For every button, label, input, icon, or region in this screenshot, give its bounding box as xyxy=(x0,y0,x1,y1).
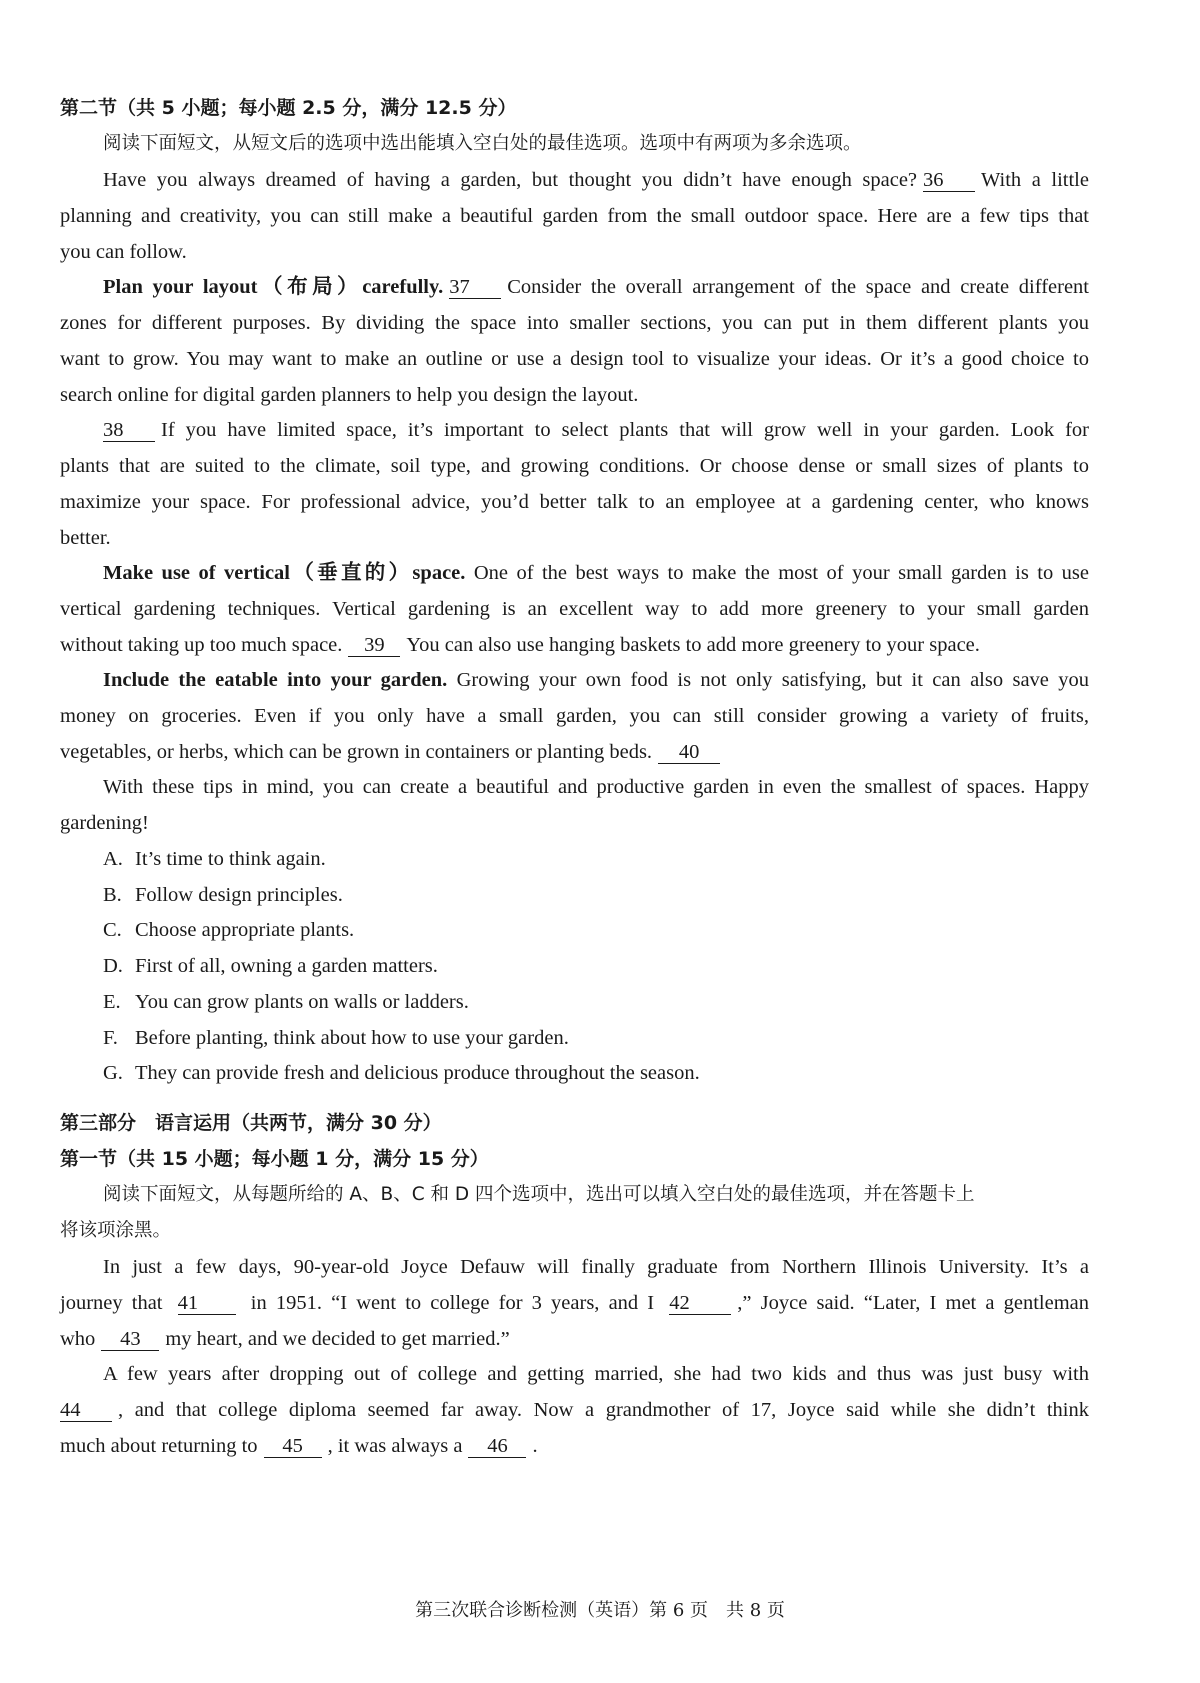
option-text: Before planting, think about how to use your garden. xyxy=(135,1027,569,1049)
text: You can also use hanging baskets to add more greenery to your space. xyxy=(406,634,980,656)
passage1-p1-line1 xyxy=(103,161,1089,199)
text: in 1951. “I went to college for 3 years, and I xyxy=(250,1292,655,1314)
passage1-p4-line1 xyxy=(103,554,1089,592)
text: my heart, and we decided to get married.” xyxy=(165,1328,510,1350)
tip-heading-vertical: Make use of vertical（垂直的）space. xyxy=(103,562,466,584)
text: Have you always dreamed of having a garden, but thought you didn’t have enough space? xyxy=(103,169,918,191)
passage1-p6-line2: gardening! xyxy=(60,812,149,834)
passage1-p3-line2: plants that are suited to the climate, soil type, and growing conditions. Or choose dense or small sizes of plants to xyxy=(60,455,1089,477)
text: journey that xyxy=(60,1292,163,1314)
option-f[interactable] xyxy=(103,1019,569,1057)
passage1-p5-line1 xyxy=(103,661,1089,699)
passage1-p3-line3: maximize your space. For professional advice, you’d better talk to an employee at a gardening center, who knows xyxy=(60,491,1089,513)
text: much about returning to xyxy=(60,1435,258,1457)
part3-instruction-line1: 阅读下面短文，从每题所给的 A、B、C 和 D 四个选项中，选出可以填入空白处的最佳选项，并在答题卡上 xyxy=(103,1184,975,1205)
text: , it was always a xyxy=(327,1435,463,1457)
passage2-p1-line1: In just a few days, 90-year-old Joyce Defauw will finally graduate from Northern Illinois University. It’s a xyxy=(103,1256,1089,1278)
tip-heading-eatable: Include the eatable into your garden. xyxy=(103,669,448,691)
passage1-p6-line1: With these tips in mind, you can create a beautiful and productive garden in even the smallest of spaces. Happy xyxy=(103,776,1089,798)
text: If you have limited space, it’s important to select plants that will grow well in your garden. Look for xyxy=(161,419,1089,441)
passage1-p1-line2: planning and creativity, you can still make a beautiful garden from the small outdoor space. Here are a few tips that xyxy=(60,205,1089,227)
blank-36[interactable]: 36 xyxy=(923,169,975,192)
option-letter: B. xyxy=(103,884,122,906)
passage2-p2-line1: A few years after dropping out of college and getting married, she had two kids and thus was just busy with xyxy=(103,1363,1089,1385)
passage1-p3-line1 xyxy=(103,411,1089,449)
passage1-p2-line4: search online for digital garden planners to help you design the layout. xyxy=(60,384,639,406)
option-text: They can provide fresh and delicious produce throughout the season. xyxy=(135,1062,700,1084)
option-letter: F. xyxy=(103,1027,118,1049)
blank-45[interactable]: 45 xyxy=(264,1435,322,1458)
blank-37[interactable]: 37 xyxy=(449,276,501,299)
passage1-p3-line4: better. xyxy=(60,527,111,549)
text: One of the best ways to make the most of your small garden is to use xyxy=(473,562,1090,584)
text: without taking up too much space. xyxy=(60,634,343,656)
part3-instruction-line2: 将该项涂黑。 xyxy=(60,1220,172,1241)
option-text: First of all, owning a garden matters. xyxy=(135,955,438,977)
option-letter: E. xyxy=(103,991,121,1013)
part3-title: 第三部分 语言运用（共两节，满分 30 分） xyxy=(60,1112,442,1134)
blank-44[interactable]: 44 xyxy=(60,1399,112,1422)
passage2-p2-line3 xyxy=(60,1427,1089,1465)
option-text: You can grow plants on walls or ladders. xyxy=(135,991,469,1013)
text: who xyxy=(60,1328,96,1350)
passage1-p4-line2: vertical gardening techniques. Vertical gardening is an excellent way to add more greenery to your small garden xyxy=(60,598,1089,620)
option-letter: C. xyxy=(103,919,122,941)
option-letter: G. xyxy=(103,1062,123,1084)
passage1-p2-line1 xyxy=(103,268,1089,306)
passage1-p2-line3: want to grow. You may want to make an outline or use a design tool to visualize your ideas. Or it’s a good choice to xyxy=(60,348,1089,370)
section2-title: 第二节（共 5 小题；每小题 2.5 分，满分 12.5 分） xyxy=(60,97,517,119)
option-text: It’s time to think again. xyxy=(135,848,326,870)
option-letter: D. xyxy=(103,955,123,977)
option-c[interactable] xyxy=(103,911,354,949)
tip-heading-layout: Plan your layout（布局）carefully. xyxy=(103,276,444,298)
blank-40[interactable]: 40 xyxy=(658,741,720,764)
option-text: Choose appropriate plants. xyxy=(135,919,355,941)
passage2-p1-line2 xyxy=(60,1284,1089,1322)
passage2-p2-line2 xyxy=(60,1391,1089,1429)
passage1-p1-line3: you can follow. xyxy=(60,241,187,263)
text: . xyxy=(532,1435,538,1457)
text: vegetables, or herbs, which can be grown in containers or planting beds. xyxy=(60,741,653,763)
passage1-p4-line3 xyxy=(60,626,1089,664)
passage1-p5-line3 xyxy=(60,733,1089,771)
option-b[interactable] xyxy=(103,876,343,914)
passage1-p2-line2: zones for different purposes. By dividing the space into smaller sections, you can put in them different plants you xyxy=(60,312,1089,334)
blank-39[interactable]: 39 xyxy=(348,634,400,657)
section2-instruction: 阅读下面短文，从短文后的选项中选出能填入空白处的最佳选项。选项中有两项为多余选项。 xyxy=(103,133,862,154)
text: Growing your own food is not only satisfying, but it can also save you xyxy=(456,669,1089,691)
option-g[interactable] xyxy=(103,1054,700,1092)
text: ,” Joyce said. “Later, I met a gentleman xyxy=(737,1292,1090,1314)
blank-41[interactable]: 41 xyxy=(178,1292,236,1315)
text: , and that college diploma seemed far away. Now a grandmother of 17, Joyce said while she didn’t think xyxy=(118,1399,1089,1421)
passage2-p1-line3 xyxy=(60,1320,1089,1358)
option-letter: A. xyxy=(103,848,123,870)
option-d[interactable] xyxy=(103,947,438,985)
blank-46[interactable]: 46 xyxy=(468,1435,526,1458)
option-a[interactable] xyxy=(103,840,326,878)
option-text: Follow design principles. xyxy=(135,884,343,906)
text: With a little xyxy=(981,169,1089,191)
option-e[interactable] xyxy=(103,983,469,1021)
blank-43[interactable]: 43 xyxy=(101,1328,159,1351)
blank-42[interactable]: 42 xyxy=(669,1292,731,1315)
text: Consider the overall arrangement of the space and create different xyxy=(507,276,1089,298)
passage1-p5-line2: money on groceries. Even if you only have a small garden, you can still consider growing a variety of fruits, xyxy=(60,705,1089,727)
blank-38[interactable]: 38 xyxy=(103,419,155,442)
part3-section1-title: 第一节（共 15 小题；每小题 1 分，满分 15 分） xyxy=(60,1148,489,1170)
page-footer: 第三次联合诊断检测（英语）第 6 页 共 8 页 xyxy=(415,1600,785,1621)
